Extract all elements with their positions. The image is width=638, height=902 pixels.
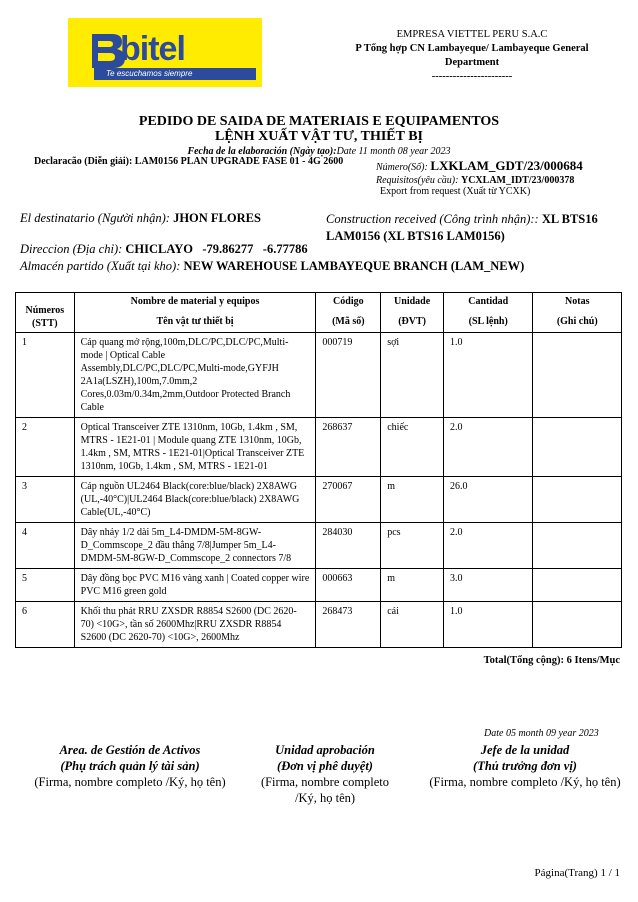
sig2-title: Unidad aprobación xyxy=(275,743,375,757)
table-row xyxy=(16,333,622,418)
cell-code: 268473 xyxy=(316,602,381,648)
numero-value: LXKLAM_GDT/23/000684 xyxy=(430,158,583,173)
header-notes xyxy=(533,293,622,333)
cell-unit: pcs xyxy=(381,523,444,569)
cell-note xyxy=(533,333,622,418)
cell-code: 268637 xyxy=(316,418,381,477)
header-notes-es: Notas xyxy=(565,296,590,307)
header-name xyxy=(74,293,316,333)
header-qty-vi: (SL lệnh) xyxy=(468,316,508,327)
address xyxy=(20,242,308,257)
cell-code: 270067 xyxy=(316,477,381,523)
total-items: Total(Tổng cộng): 6 Itens/Mục xyxy=(483,655,620,666)
bitel-logo xyxy=(68,18,262,87)
signature-asset-management xyxy=(20,742,240,790)
cell-stt: 4 xyxy=(16,523,75,569)
document-number xyxy=(376,158,583,174)
company-name: EMPRESA VIETTEL PERU S.A.C xyxy=(396,29,548,40)
signature-approval-unit xyxy=(250,742,400,806)
cell-note xyxy=(533,602,622,648)
page-number: Página(Trang) 1 / 1 xyxy=(534,867,620,879)
header-qty xyxy=(443,293,533,333)
creation-date-label: Fecha de la elaboración (Ngày tạo): xyxy=(187,146,337,157)
recipient-value: JHON FLORES xyxy=(173,211,261,225)
header-code xyxy=(316,293,381,333)
sig3-instruction: (Firma, nombre completo /Ký, họ tên) xyxy=(429,775,621,789)
cell-unit: chiếc xyxy=(381,418,444,477)
cell-name: Cáp nguồn UL2464 Black(core:blue/black) 2X8AWG (UL,-40°C)|UL2464 Black(core:blue/black) 2X8AWG Cable(UL,-40°C) xyxy=(74,477,316,523)
materials-table xyxy=(15,292,622,648)
cell-unit: cái xyxy=(381,602,444,648)
declaration: Declaracão (Diễn giải): LAM0156 PLAN UPGRADE FASE 01 - 4G 2600 xyxy=(34,156,344,167)
recipient xyxy=(20,211,261,226)
company-branch: P Tổng hợp CN Lambayeque/ Lambayeque General xyxy=(355,43,589,54)
table-row xyxy=(16,569,622,602)
warehouse-label: Almacén partido (Xuất tại kho): xyxy=(20,259,181,273)
cell-stt: 6 xyxy=(16,602,75,648)
header-code-vi: (Mã số) xyxy=(332,316,365,327)
address-label: Direccion (Địa chỉ): xyxy=(20,242,123,256)
header-notes-vi: (Ghi chú) xyxy=(556,316,598,327)
document-title-vi: LỆNH XUẤT VẬT TƯ, THIẾT BỊ xyxy=(214,129,423,144)
construction xyxy=(326,211,626,245)
company-department: Department xyxy=(444,57,500,68)
export-note: Export from request (Xuất từ YCXK) xyxy=(380,186,531,197)
sig2-title-vi: (Đơn vị phê duyệt) xyxy=(277,759,373,773)
cell-code: 000719 xyxy=(316,333,381,418)
address-value: CHICLAYO -79.86277 -6.77786 xyxy=(125,242,308,256)
cell-qty: 2.0 xyxy=(443,523,533,569)
cell-code: 284030 xyxy=(316,523,381,569)
warehouse xyxy=(20,259,524,274)
creation-date-value: Date 11 month 08 year 2023 xyxy=(336,146,451,157)
table-row xyxy=(16,523,622,569)
numero-label: Número(Số): xyxy=(376,162,428,173)
header-unit xyxy=(381,293,444,333)
header-unit-es: Unidade xyxy=(394,296,431,307)
header-qty-es: Cantidad xyxy=(468,296,509,307)
company-divider: ----------------------- xyxy=(431,71,513,82)
cell-code: 000663 xyxy=(316,569,381,602)
cell-name: Optical Transceiver ZTE 1310nm, 10Gb, 1.4km , SM, MTRS - 1E21-01 | Module quang ZTE 1310nm, 10Gb, 1.4km , SM, MTRS - 1E21-01|Optical Transceiver ZTE 1310nm, 10Gb, 1.4km , SM, MTRS - 1E21-01 xyxy=(74,418,316,477)
recipient-label: El destinatario (Người nhận): xyxy=(20,211,170,225)
cell-stt: 3 xyxy=(16,477,75,523)
header-code-es: Código xyxy=(333,296,364,307)
construction-label: Construction received (Công trình nhận):: xyxy=(326,212,539,226)
header-stt-es: Números xyxy=(25,305,65,316)
signature-date: Date 05 month 09 year 2023 xyxy=(484,728,599,739)
company-header xyxy=(340,28,604,84)
cell-stt: 1 xyxy=(16,333,75,418)
table-header-row xyxy=(16,293,622,333)
table-row xyxy=(16,418,622,477)
signature-unit-head xyxy=(420,742,630,790)
requisitos-value: YCXLAM_IDT/23/000378 xyxy=(460,175,575,186)
sig1-title-vi: (Phụ trách quản lý tài sản) xyxy=(60,759,200,773)
table-row xyxy=(16,602,622,648)
cell-note xyxy=(533,569,622,602)
header-unit-vi: (ĐVT) xyxy=(398,316,426,327)
cell-qty: 2.0 xyxy=(443,418,533,477)
sig3-title-vi: (Thủ trưởng đơn vị) xyxy=(473,759,577,773)
cell-note xyxy=(533,418,622,477)
header-name-vi: Tên vật tư thiết bị xyxy=(156,316,234,327)
cell-qty: 3.0 xyxy=(443,569,533,602)
cell-name: Cáp quang mở rộng,100m,DLC/PC,DLC/PC,Multi-mode | Optical Cable Assembly,DLC/PC,DLC/PC,Multi-mode,GYFJH 2A1a(LSZH),100m,7.0mm,2 Cores,0.03m/0.34m,2mm,Outdoor Protected Branch Cable xyxy=(74,333,316,418)
construction-value: XL BTS16 LAM0156 (XL BTS16 LAM0156) xyxy=(326,212,598,243)
cell-qty: 1.0 xyxy=(443,333,533,418)
cell-name: Dây nhảy 1/2 dài 5m_L4-DMDM-5M-8GW-D_Commscope_2 đầu thẳng 7/8|Jumper 5m_L4-DMDM-5M-8GW-D_Commscope_2 connectors 7/8 xyxy=(74,523,316,569)
sig2-instruction: (Firma, nombre completo /Ký, họ tên) xyxy=(260,775,390,805)
warehouse-value: NEW WAREHOUSE LAMBAYEQUE BRANCH (LAM_NEW) xyxy=(183,259,525,273)
sig3-title: Jefe de la unidad xyxy=(480,743,570,757)
request-number xyxy=(376,175,574,186)
sig1-title: Area. de Gestión de Activos xyxy=(59,743,201,757)
cell-unit: m xyxy=(381,569,444,602)
logo-brand: bitel xyxy=(120,30,185,68)
cell-qty: 1.0 xyxy=(443,602,533,648)
cell-stt: 2 xyxy=(16,418,75,477)
document-title: PEDIDO DE SAIDA DE MATERIAIS E EQUIPAMENTOS xyxy=(138,114,500,129)
cell-note xyxy=(533,477,622,523)
cell-unit: m xyxy=(381,477,444,523)
cell-name: Khối thu phát RRU ZXSDR R8854 S2600 (DC 2620-70) <10G>, tần số 2600Mhz|RRU ZXSDR R8854 S2600 (DC 2620-70) <10G>, 2600Mhz xyxy=(74,602,316,648)
cell-name: Dây đồng bọc PVC M16 vàng xanh | Coated copper wire PVC M16 green gold xyxy=(74,569,316,602)
requisitos-label: Requisitos(yêu cầu): xyxy=(376,175,459,186)
sig1-instruction: (Firma, nombre completo /Ký, họ tên) xyxy=(34,775,226,789)
header-stt-vi: (STT) xyxy=(32,318,58,329)
header-name-es: Nombre de material y equipos xyxy=(130,296,260,307)
logo-tagline: Te escuchamos siempre xyxy=(94,68,256,80)
cell-qty: 26.0 xyxy=(443,477,533,523)
table-row xyxy=(16,477,622,523)
header-stt xyxy=(16,293,75,333)
cell-note xyxy=(533,523,622,569)
cell-unit: sợi xyxy=(381,333,444,418)
cell-stt: 5 xyxy=(16,569,75,602)
